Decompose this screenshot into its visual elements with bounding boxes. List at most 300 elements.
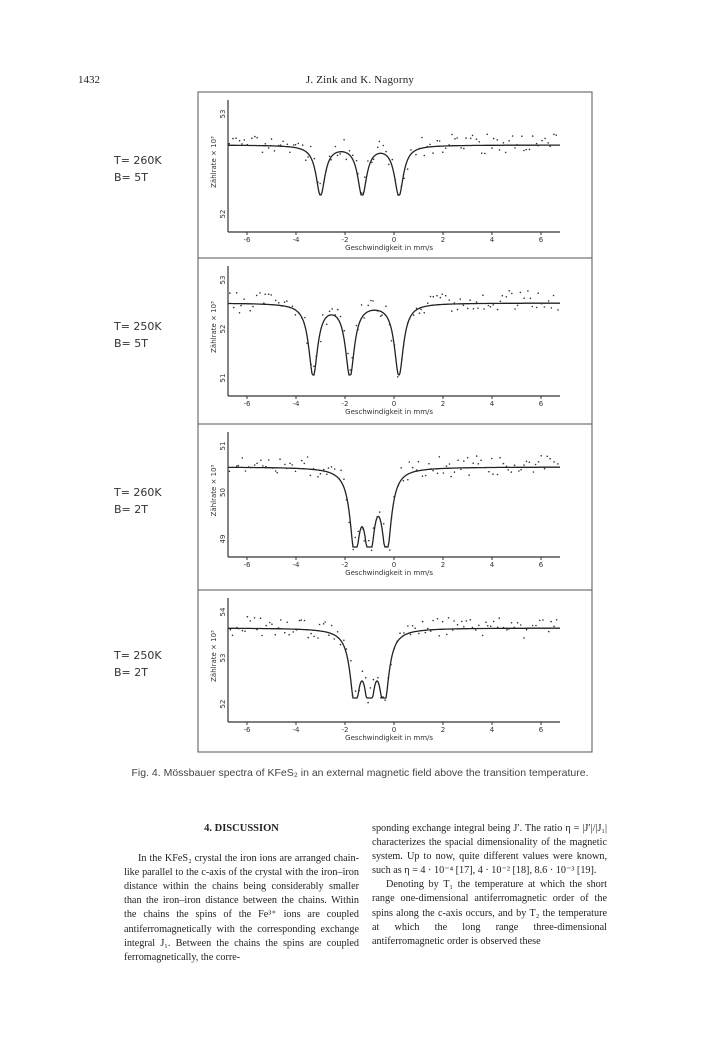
data-point <box>265 143 267 145</box>
data-point <box>432 296 434 298</box>
data-point <box>476 455 478 457</box>
data-point <box>367 305 369 307</box>
data-point <box>535 625 537 627</box>
y-axis-label: Zählrate × 10³ <box>210 301 218 353</box>
data-point <box>310 633 312 635</box>
data-point <box>270 294 272 296</box>
panel-2-temperature: T= 250K <box>114 320 162 333</box>
data-point <box>238 628 240 630</box>
data-point <box>407 168 409 170</box>
data-point <box>423 312 425 314</box>
data-point <box>526 461 528 463</box>
data-point <box>553 626 555 628</box>
x-tick-label: -4 <box>292 561 300 569</box>
data-point <box>379 141 381 143</box>
data-point <box>483 308 485 310</box>
data-point <box>272 467 274 469</box>
data-point <box>364 176 366 178</box>
x-tick-label: 2 <box>440 400 446 408</box>
data-point <box>506 466 508 468</box>
data-point <box>337 155 339 157</box>
data-point <box>497 474 499 476</box>
data-point <box>409 318 411 320</box>
data-point <box>511 622 513 624</box>
page-number: 1432 <box>78 74 100 86</box>
x-tick-label: -2 <box>341 561 349 569</box>
data-point <box>499 149 501 151</box>
data-point <box>310 364 312 366</box>
data-point <box>377 147 379 149</box>
x-axis-label: Geschwindigkeit in mm/s <box>345 408 434 416</box>
data-point <box>472 135 474 137</box>
data-point <box>445 295 447 297</box>
data-point <box>356 160 358 162</box>
data-point <box>331 308 333 310</box>
data-point <box>302 144 304 146</box>
data-point <box>377 677 379 679</box>
data-point <box>261 635 263 637</box>
data-point <box>275 470 277 472</box>
data-point <box>449 463 451 465</box>
data-point <box>463 148 465 150</box>
data-point <box>320 473 322 475</box>
x-tick-label: 4 <box>489 726 495 734</box>
fitted-curve <box>228 467 560 547</box>
data-point <box>557 309 559 311</box>
data-point <box>480 460 482 462</box>
data-point <box>520 624 522 626</box>
data-point <box>468 474 470 476</box>
x-tick-label: 6 <box>538 726 544 734</box>
data-point <box>249 310 251 312</box>
data-point <box>508 628 510 630</box>
data-point <box>437 473 439 475</box>
data-point <box>310 475 312 477</box>
data-point <box>343 478 345 480</box>
data-point <box>469 299 471 301</box>
data-point <box>304 317 306 319</box>
data-point <box>317 181 319 183</box>
data-point <box>241 457 243 459</box>
y-tick-label: 54 <box>219 607 227 617</box>
data-point <box>269 622 271 624</box>
data-point <box>323 181 325 183</box>
data-point <box>505 152 507 154</box>
data-point <box>256 463 258 465</box>
data-point <box>461 621 463 623</box>
data-point <box>537 292 539 294</box>
x-axis-label: Geschwindigkeit in mm/s <box>345 569 434 577</box>
data-point <box>427 302 429 304</box>
data-point <box>517 622 519 624</box>
data-point <box>331 625 333 627</box>
x-tick-label: -6 <box>243 726 251 734</box>
x-tick-label: 0 <box>391 561 397 569</box>
data-point <box>307 637 309 639</box>
y-tick-label: 53 <box>219 653 227 663</box>
data-point <box>244 630 246 632</box>
data-point <box>286 622 288 624</box>
data-point <box>419 312 421 314</box>
data-point <box>240 305 242 307</box>
data-point <box>518 470 520 472</box>
data-point <box>247 616 249 618</box>
x-tick-label: 0 <box>391 726 397 734</box>
data-point <box>282 141 284 143</box>
data-point <box>392 159 394 161</box>
data-point <box>247 303 249 305</box>
data-point <box>398 485 400 487</box>
x-tick-label: -2 <box>341 726 349 734</box>
data-point <box>373 679 375 681</box>
data-point <box>523 464 525 466</box>
data-point <box>254 136 256 138</box>
data-point <box>284 301 286 303</box>
data-point <box>370 300 372 302</box>
data-point <box>503 463 505 465</box>
data-point <box>385 151 387 153</box>
data-point <box>340 470 342 472</box>
data-point <box>536 307 538 309</box>
data-point <box>354 537 356 539</box>
data-point <box>334 468 336 470</box>
data-point <box>420 309 422 311</box>
data-point <box>414 627 416 629</box>
data-point <box>549 145 551 147</box>
right-paragraph-2: Denoting by T₁ the temperature at which the short range one-dimensional antiferromagnetic order of the spins along the c-axis occurs, and by T₂ the temperature at which the long range three-dimensional antiferromagnetic order is observed these <box>372 879 607 947</box>
data-point <box>397 376 399 378</box>
data-point <box>286 468 288 470</box>
data-point <box>352 155 354 157</box>
y-tick-label: 51 <box>219 373 227 383</box>
data-point <box>446 465 448 467</box>
data-point <box>276 472 278 474</box>
left-column <box>124 822 359 965</box>
x-tick-label: 2 <box>440 726 446 734</box>
data-point <box>333 638 335 640</box>
data-point <box>548 631 550 633</box>
data-point <box>350 660 352 662</box>
data-point <box>268 459 270 461</box>
data-point <box>529 149 531 151</box>
data-point <box>313 365 315 367</box>
data-point <box>438 635 440 637</box>
data-point <box>278 302 280 304</box>
data-point <box>429 144 431 146</box>
data-point <box>478 625 480 627</box>
data-point <box>437 618 439 620</box>
data-point <box>301 460 303 462</box>
data-point <box>338 478 340 480</box>
data-point <box>437 140 439 142</box>
data-point <box>303 463 305 465</box>
data-point <box>313 468 315 470</box>
data-point <box>239 312 241 314</box>
data-point <box>362 528 364 530</box>
data-point <box>365 677 367 679</box>
data-point <box>368 540 370 542</box>
data-point <box>436 295 438 297</box>
data-point <box>317 637 319 639</box>
data-point <box>407 625 409 627</box>
data-point <box>439 140 441 142</box>
data-point <box>523 150 525 152</box>
data-point <box>247 144 249 146</box>
data-point <box>229 471 231 473</box>
data-point <box>370 687 372 689</box>
data-point <box>540 455 542 457</box>
data-point <box>239 140 241 142</box>
data-point <box>485 621 487 623</box>
x-tick-label: -2 <box>341 400 349 408</box>
data-point <box>385 546 387 548</box>
data-point <box>398 194 400 196</box>
data-point <box>443 472 445 474</box>
y-axis-label: Zählrate × 10³ <box>210 136 218 188</box>
data-point <box>460 469 462 471</box>
y-axis-label: Zählrate × 10³ <box>210 464 218 517</box>
data-point <box>492 304 494 306</box>
data-point <box>412 625 414 627</box>
data-point <box>389 549 391 551</box>
x-tick-label: -6 <box>243 236 251 244</box>
data-point <box>400 467 402 469</box>
data-point <box>363 317 365 319</box>
data-point <box>422 475 424 477</box>
data-point <box>470 619 472 621</box>
data-point <box>328 467 330 469</box>
data-point <box>256 629 258 631</box>
data-point <box>553 134 555 136</box>
data-point <box>243 298 245 300</box>
data-point <box>371 162 373 164</box>
data-point <box>401 358 403 360</box>
data-point <box>532 625 534 627</box>
data-point <box>362 670 364 672</box>
data-point <box>530 298 532 300</box>
data-point <box>254 617 256 619</box>
data-point <box>526 629 528 631</box>
data-point <box>484 153 486 155</box>
data-point <box>488 305 490 307</box>
data-point <box>293 144 295 146</box>
data-point <box>467 308 469 310</box>
data-point <box>391 518 393 520</box>
x-tick-label: 0 <box>391 236 397 244</box>
data-point <box>486 134 488 136</box>
data-point <box>284 464 286 466</box>
data-point <box>391 340 393 342</box>
x-tick-label: -4 <box>292 726 300 734</box>
data-point <box>323 469 325 471</box>
data-point <box>236 292 238 294</box>
data-point <box>439 456 441 458</box>
data-point <box>466 620 468 622</box>
panel-1-labels <box>114 152 162 186</box>
data-point <box>284 632 286 634</box>
data-point <box>319 183 321 185</box>
data-point <box>232 138 234 140</box>
data-point <box>430 468 432 470</box>
data-point <box>506 296 508 298</box>
data-point <box>337 631 339 633</box>
data-point <box>528 627 530 629</box>
data-point <box>331 466 333 468</box>
data-point <box>343 330 345 332</box>
data-point <box>537 145 539 147</box>
data-point <box>317 476 319 478</box>
y-tick-label: 50 <box>219 488 227 497</box>
data-point <box>250 467 252 469</box>
data-point <box>352 549 354 551</box>
data-point <box>424 155 426 157</box>
data-point <box>347 353 349 355</box>
data-point <box>230 629 232 631</box>
data-point <box>520 292 522 294</box>
x-tick-label: -6 <box>243 561 251 569</box>
data-point <box>512 135 514 137</box>
data-point <box>454 471 456 473</box>
data-point <box>330 159 332 161</box>
fitted-curve <box>228 303 560 375</box>
data-point <box>500 301 502 303</box>
data-point <box>357 329 359 331</box>
data-point <box>463 305 465 307</box>
data-point <box>472 462 474 464</box>
data-point <box>491 458 493 460</box>
data-point <box>244 139 246 141</box>
data-point <box>422 621 424 623</box>
data-point <box>442 293 444 295</box>
data-point <box>440 297 442 299</box>
data-point <box>310 146 312 148</box>
data-point <box>367 702 369 704</box>
y-tick-label: 53 <box>219 275 227 285</box>
data-point <box>493 621 495 623</box>
data-point <box>361 304 363 306</box>
data-point <box>482 294 484 296</box>
data-point <box>544 628 546 630</box>
data-point <box>325 170 327 172</box>
data-point <box>262 152 264 154</box>
data-point <box>380 697 382 699</box>
data-point <box>499 457 501 459</box>
data-point <box>418 633 420 635</box>
data-point <box>373 527 375 529</box>
data-point <box>525 149 527 151</box>
data-point <box>457 309 459 311</box>
data-point <box>313 636 315 638</box>
data-point <box>328 634 330 636</box>
data-point <box>356 325 358 327</box>
y-tick-label: 52 <box>219 209 227 219</box>
data-point <box>410 634 412 636</box>
data-point <box>416 308 418 310</box>
data-point <box>235 137 237 139</box>
data-point <box>292 306 294 308</box>
data-point <box>555 134 557 136</box>
data-point <box>399 632 401 634</box>
data-point <box>491 147 493 149</box>
x-tick-label: 4 <box>489 561 495 569</box>
data-point <box>259 292 261 294</box>
data-point <box>307 456 309 458</box>
data-point <box>478 463 480 465</box>
data-point <box>301 317 303 319</box>
data-point <box>535 464 537 466</box>
y-axis-label: Zählrate × 10³ <box>210 630 218 682</box>
data-point <box>465 137 467 139</box>
x-tick-label: 6 <box>538 236 544 244</box>
data-point <box>326 324 328 326</box>
data-point <box>262 465 264 467</box>
y-tick-label: 51 <box>219 441 227 451</box>
data-point <box>393 496 395 498</box>
data-point <box>427 146 429 148</box>
data-point <box>278 627 280 629</box>
data-point <box>503 142 505 144</box>
data-point <box>291 464 293 466</box>
x-axis-label: Geschwindigkeit in mm/s <box>345 244 434 252</box>
data-point <box>536 143 538 145</box>
data-point <box>361 192 363 194</box>
data-point <box>349 150 351 152</box>
data-point <box>295 144 297 146</box>
data-point <box>553 295 555 297</box>
data-point <box>544 468 546 470</box>
data-point <box>523 297 525 299</box>
data-point <box>381 314 383 316</box>
data-point <box>286 300 288 302</box>
data-point <box>472 627 474 629</box>
y-tick-label: 49 <box>219 534 227 544</box>
data-point <box>514 464 516 466</box>
data-point <box>280 144 282 146</box>
data-point <box>425 632 427 634</box>
x-tick-label: 6 <box>538 400 544 408</box>
data-point <box>419 148 421 150</box>
data-point <box>304 620 306 622</box>
data-point <box>532 135 534 137</box>
data-point <box>298 312 300 314</box>
data-point <box>516 144 518 146</box>
data-point <box>339 153 341 155</box>
data-point <box>315 356 317 358</box>
data-point <box>373 159 375 161</box>
data-point <box>557 463 559 465</box>
x-tick-label: -6 <box>243 400 251 408</box>
data-point <box>256 137 258 139</box>
data-point <box>236 627 238 629</box>
data-point <box>351 357 353 359</box>
data-point <box>295 314 297 316</box>
data-point <box>487 625 489 627</box>
data-point <box>511 293 513 295</box>
data-point <box>335 146 337 148</box>
data-point <box>445 147 447 149</box>
data-point <box>355 690 357 692</box>
x-axis-label: Geschwindigkeit in mm/s <box>345 734 434 742</box>
data-point <box>256 295 258 297</box>
data-point <box>544 306 546 308</box>
data-point <box>345 159 347 161</box>
data-point <box>323 623 325 625</box>
data-point <box>548 300 550 302</box>
x-tick-label: 2 <box>440 236 446 244</box>
data-point <box>427 628 429 630</box>
left-paragraph: In the KFeS₂ crystal the iron ions are arranged chain-like parallel to the c-axis of the crystal with the iron–iron distance within the chains being considerably smaller than the iron–iron distance between the chains. Within the chains the spins of the Fe³⁺ ions are coupled antiferromagnetically with the corresponding exchange integral J₁. Between the chains the spins are coupled ferromagnetically, the corre- <box>124 853 359 963</box>
data-point <box>289 463 291 465</box>
